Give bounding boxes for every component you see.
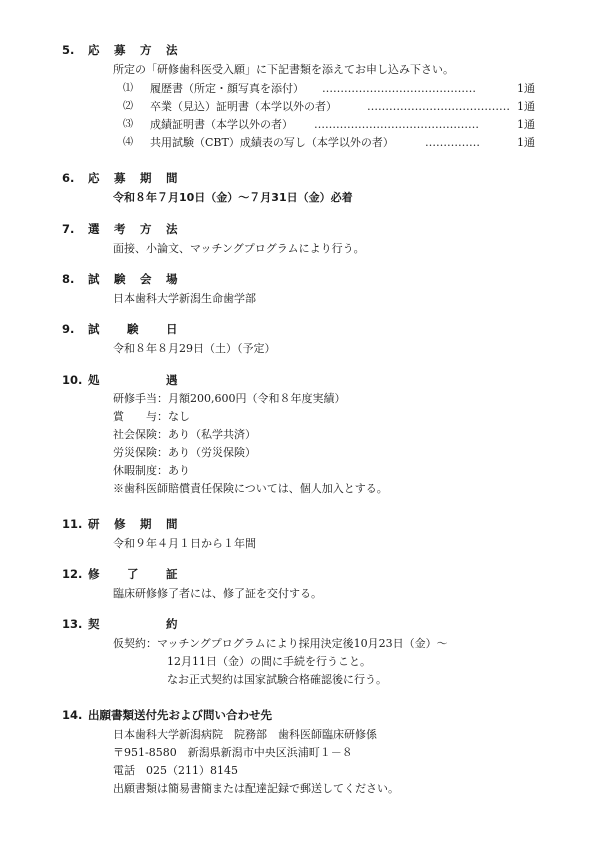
- section-11-number: 11.: [62, 517, 83, 531]
- section-5-heading-char: 法: [166, 43, 178, 57]
- section-9-heading-char: 日: [166, 322, 178, 336]
- section-12-number: 12.: [62, 567, 83, 581]
- section-7-number: 7.: [62, 222, 75, 236]
- contact-phone: 電話 025（211）8145: [113, 764, 238, 777]
- leader-dots: ……………: [425, 136, 480, 149]
- application-period: 令和８年７月10日（金）～７月31日（金）必着: [113, 191, 353, 204]
- section-10-number: 10.: [62, 373, 83, 387]
- section-6-heading-char: 間: [166, 171, 178, 185]
- list-item-count: 1通: [517, 100, 535, 113]
- list-item-text: 履歴書（所定・顔写真を添付）: [150, 82, 304, 95]
- exam-venue: 日本歯科大学新潟生命歯学部: [113, 292, 256, 305]
- leader-dots: ……………………………………: [322, 82, 476, 95]
- section-6-heading-char: 期: [140, 171, 152, 185]
- leader-dots: …………………………………: [367, 100, 510, 113]
- section-6-heading-char: 応: [88, 171, 100, 185]
- section-12-heading-char: 了: [127, 567, 139, 581]
- section-13-heading-char: 約: [166, 617, 178, 631]
- section-10-heading-char: 遇: [166, 373, 178, 387]
- treatment-line: 社会保険：あり（私学共済）: [113, 428, 256, 441]
- treatment-line: 休暇制度：あり: [113, 464, 190, 477]
- section-6-number: 6.: [62, 171, 75, 185]
- section-11-heading-char: 間: [166, 517, 178, 531]
- list-item-count: 1通: [517, 82, 535, 95]
- section-12-heading-char: 修: [88, 567, 100, 581]
- contract-line: 12月11日（金）の間に手続を行うこと。: [167, 655, 371, 668]
- treatment-line: 労災保険：あり（労災保険）: [113, 446, 256, 459]
- section-11-heading-char: 修: [114, 517, 126, 531]
- selection-method: 面接、小論文、マッチングプログラムにより行う。: [113, 242, 365, 255]
- list-item-number: ⑴: [123, 83, 133, 94]
- treatment-line: 研修手当：月額200,600円（令和８年度実績）: [113, 392, 346, 405]
- section-8-heading-char: 験: [114, 272, 126, 286]
- section-7-heading-char: 法: [166, 222, 178, 236]
- section-5-heading-char: 応: [88, 43, 100, 57]
- list-item-number: ⑵: [123, 101, 133, 112]
- section-7-heading-char: 方: [140, 222, 152, 236]
- section-5-heading-char: 募: [114, 43, 126, 57]
- list-item-number: ⑷: [123, 137, 133, 148]
- contract-line: なお正式契約は国家試験合格確認後に行う。: [167, 673, 387, 686]
- section-9-number: 9.: [62, 322, 75, 336]
- section-5-heading-char: 方: [140, 43, 152, 57]
- contact-note: 出願書類は簡易書簡または配達記録で郵送してください。: [113, 782, 399, 795]
- contact-line: 日本歯科大学新潟病院 院務部 歯科医師臨床研修係: [113, 728, 377, 741]
- list-item-text: 成績証明書（本学以外の者）: [150, 118, 293, 131]
- leader-dots: ………………………………………: [314, 118, 479, 131]
- section-7-heading-char: 考: [114, 222, 126, 236]
- list-item-text: 共用試験（CBT）成績表の写し（本学以外の者）: [150, 136, 394, 149]
- treatment-note: ※歯科医師賠償責任保険については、個人加入とする。: [113, 482, 388, 495]
- completion-certificate: 臨床研修修了者には、修了証を交付する。: [113, 587, 322, 600]
- section-12-heading-char: 証: [166, 567, 178, 581]
- list-item-number: ⑶: [123, 119, 133, 130]
- section-6-heading-char: 募: [114, 171, 126, 185]
- contract-line: 仮契約：マッチングプログラムにより採用決定後10月23日（金）～: [113, 637, 448, 650]
- section-8-heading-char: 場: [166, 272, 178, 286]
- training-period: 令和９年４月１日から１年間: [113, 537, 256, 550]
- list-item-count: 1通: [517, 136, 535, 149]
- contact-address: 〒951-8580 新潟県新潟市中央区浜浦町１－８: [113, 746, 353, 759]
- section-14-heading: 出願書類送付先および問い合わせ先: [88, 708, 272, 722]
- treatment-line: 賞 与：なし: [113, 410, 190, 423]
- section-13-number: 13.: [62, 617, 83, 631]
- list-item-count: 1通: [517, 118, 535, 131]
- section-5-number: 5.: [62, 43, 75, 57]
- section-8-heading-char: 会: [140, 272, 152, 286]
- section-8-number: 8.: [62, 272, 75, 286]
- section-11-heading-char: 期: [140, 517, 152, 531]
- section-13-heading-char: 契: [88, 617, 100, 631]
- section-8-heading-char: 試: [88, 272, 100, 286]
- section-7-heading-char: 選: [88, 222, 100, 236]
- section-14-number: 14.: [62, 708, 83, 722]
- section-11-heading-char: 研: [88, 517, 100, 531]
- list-item-text: 卒業（見込）証明書（本学以外の者）: [150, 100, 337, 113]
- section-9-heading-char: 験: [127, 322, 139, 336]
- exam-date: 令和８年８月29日（土）（予定）: [113, 342, 276, 355]
- section-9-heading-char: 試: [88, 322, 100, 336]
- section-10-heading-char: 処: [88, 373, 100, 387]
- section-5-intro: 所定の「研修歯科医受入願」に下記書類を添えてお申し込み下さい。: [113, 63, 454, 76]
